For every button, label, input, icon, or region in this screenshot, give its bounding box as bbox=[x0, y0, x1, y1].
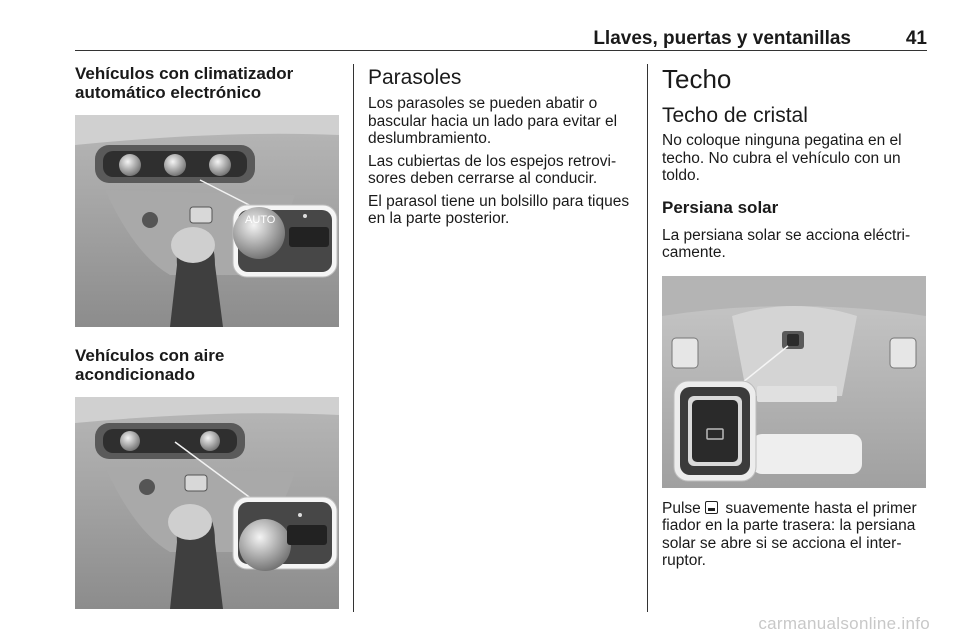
watermark: carmanualsonline.info bbox=[758, 614, 930, 633]
page-number: 41 bbox=[905, 28, 927, 49]
air-conditioning-photo bbox=[75, 397, 339, 609]
paragraph: La persiana solar se acciona eléctri-camente. bbox=[662, 226, 911, 261]
air-conditioning-illustration bbox=[75, 397, 339, 609]
paragraph bbox=[662, 500, 926, 570]
chapter-title: Techo bbox=[662, 64, 732, 94]
auto-button-label: AUTO bbox=[245, 214, 276, 226]
header-title: Llaves, puertas y ventanillas bbox=[593, 28, 851, 49]
paragraph-prefix: Pulse bbox=[662, 499, 701, 517]
section-heading: Persiana solar bbox=[662, 197, 779, 217]
sunshade-switch-illustration bbox=[662, 276, 926, 488]
paragraph: Los parasoles se pueden abatir o bascular hacia un lado para evitar el deslumbramiento. bbox=[368, 95, 618, 147]
column-3 bbox=[662, 64, 926, 570]
sunshade-switch-photo bbox=[662, 276, 926, 488]
column-divider bbox=[647, 64, 648, 612]
paragraph: No coloque ninguna pegatina en el techo. No cubra el vehículo con un toldo. bbox=[662, 132, 902, 184]
sunshade-button-icon bbox=[705, 501, 718, 514]
paragraph: Las cubiertas de los espejos retrovi-sores deben cerrarse al conducir. bbox=[368, 152, 617, 187]
climate-control-photo bbox=[75, 115, 339, 327]
section-title: Parasoles bbox=[368, 66, 462, 89]
climate-control-illustration bbox=[75, 115, 339, 327]
paragraph-suffix: suavemente hasta el primer fiador en la parte trasera: la persiana solar se abre si se acciona el inter-ruptor. bbox=[662, 499, 917, 569]
section-heading: Vehículos con climatizador automático electrónico bbox=[75, 64, 294, 102]
column-2 bbox=[368, 64, 632, 228]
section-subtitle: Techo de cristal bbox=[662, 104, 808, 127]
column-1 bbox=[75, 64, 339, 609]
section-heading: Vehículos con aire acondicionado bbox=[75, 346, 225, 384]
page-header bbox=[75, 24, 927, 51]
paragraph: El parasol tiene un bolsillo para tiques en la parte posterior. bbox=[368, 192, 630, 227]
column-divider bbox=[353, 64, 354, 612]
